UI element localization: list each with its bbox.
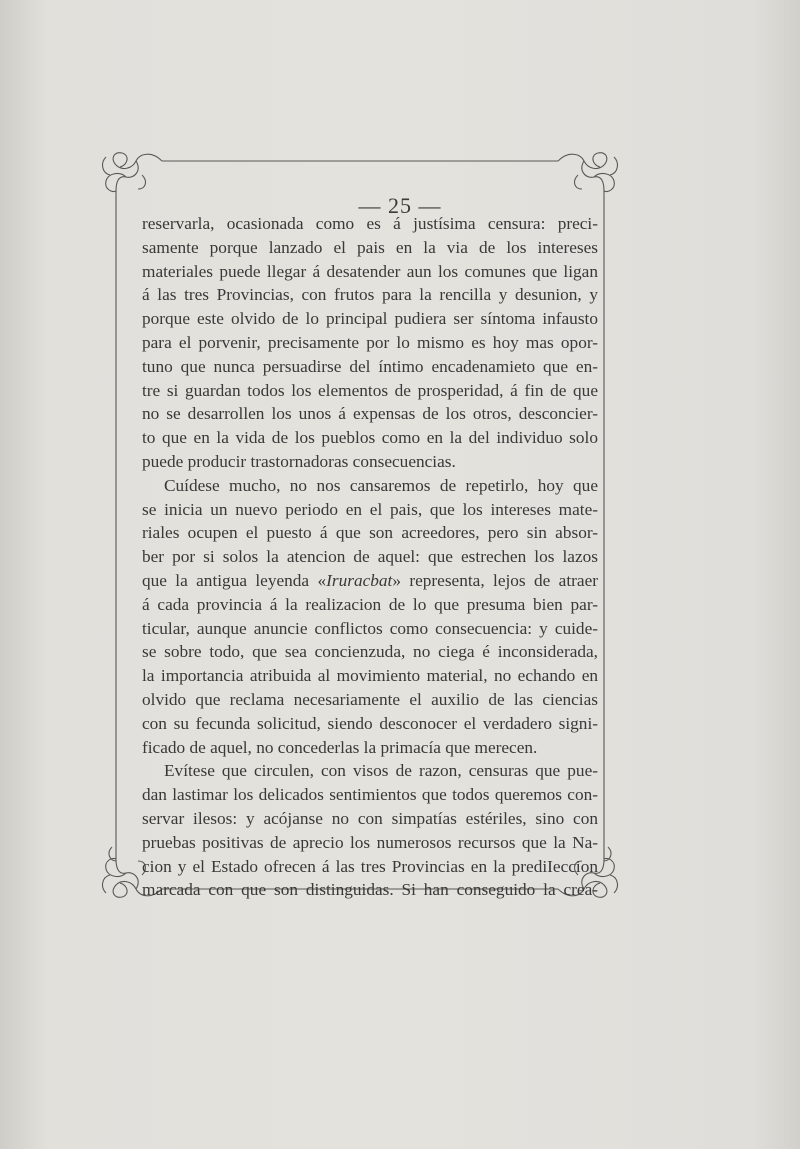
- text-line: á cada provincia á la realizacion de lo que presuma bien par-: [142, 594, 598, 614]
- text-line: puede producir trastornadoras consecuencias.: [142, 451, 456, 471]
- text-line: se sobre todo, que sea concienzuda, no ciega é inconsiderada,: [142, 642, 598, 662]
- text-line: ficado de aquel, no concederlas la primacía que merecen.: [142, 737, 538, 757]
- text-line: á las tres Provincias, con frutos para la rencilla y desunion, y: [142, 285, 598, 305]
- text-line: tuno que nunca persuadirse del íntimo encadenamieto que en-: [142, 356, 598, 376]
- text-line: porque este olvido de lo principal pudiera ser síntoma infausto: [142, 309, 598, 329]
- text-line: Cuídese mucho, no nos cansaremos de repetirlo, hoy que: [164, 475, 598, 495]
- text-line: ber por si solos la atencion de aquel: que estrechen los lazos: [142, 547, 598, 567]
- text-line: ticular, aunque anuncie conflictos como consecuencia: y cuide-: [142, 618, 598, 638]
- text-line: para el porvenir, precisamente por lo mismo es hoy mas opor-: [142, 332, 598, 352]
- body-text: [142, 212, 598, 902]
- text-line: to que en la vida de los pueblos como en la del individuo solo: [142, 428, 598, 448]
- text-line: con su fecunda solicitud, siendo desconocer el verdadero signi-: [142, 713, 598, 733]
- page-number-header: — 25 —: [358, 193, 442, 218]
- text-line: tre si guardan todos los elementos de prosperidad, á fin de que: [142, 380, 598, 400]
- text-line: se inicia un nuevo periodo en el pais, que los intereses mate-: [142, 499, 598, 519]
- text-line: samente porque lanzado el pais en la via de los intereses: [142, 237, 598, 257]
- text-line: Evítese que circulen, con visos de razon, censuras que pue-: [164, 761, 598, 781]
- text-line: que la antigua leyenda «Iruracbat» representa, lejos de atraer: [142, 570, 598, 590]
- text-line: dan lastimar los delicados sentimientos que todos queremos con-: [142, 785, 598, 805]
- text-line: cion y el Estado ofrecen á las tres Provincias en la prediIeccion: [142, 856, 598, 876]
- text-line: la importancia atribuida al movimiento material, no echando en: [142, 666, 598, 686]
- text-line: reservarla, ocasionada como es á justísima censura: preci-: [142, 214, 598, 233]
- text-line: riales ocupen el puesto á que son acreedores, pero sin absor-: [142, 523, 598, 543]
- italic-name: Iruracbat: [326, 570, 393, 590]
- text-line: no se desarrollen los unos á expensas de los otros, desconcier-: [142, 404, 598, 424]
- text-line: marcada con que son distinguidas. Si han conseguido la crea-: [142, 880, 598, 900]
- text-line: pruebas positivas de aprecio los numerosos recursos que la Na-: [142, 832, 598, 852]
- text-line: servar ilesos: y acójanse no con simpatías estériles, sino con: [142, 808, 598, 828]
- text-line: olvido que reclama necesariamente el auxilio de las ciencias: [142, 689, 598, 709]
- text-line: materiales puede llegar á desatender aun los comunes que ligan: [142, 261, 598, 281]
